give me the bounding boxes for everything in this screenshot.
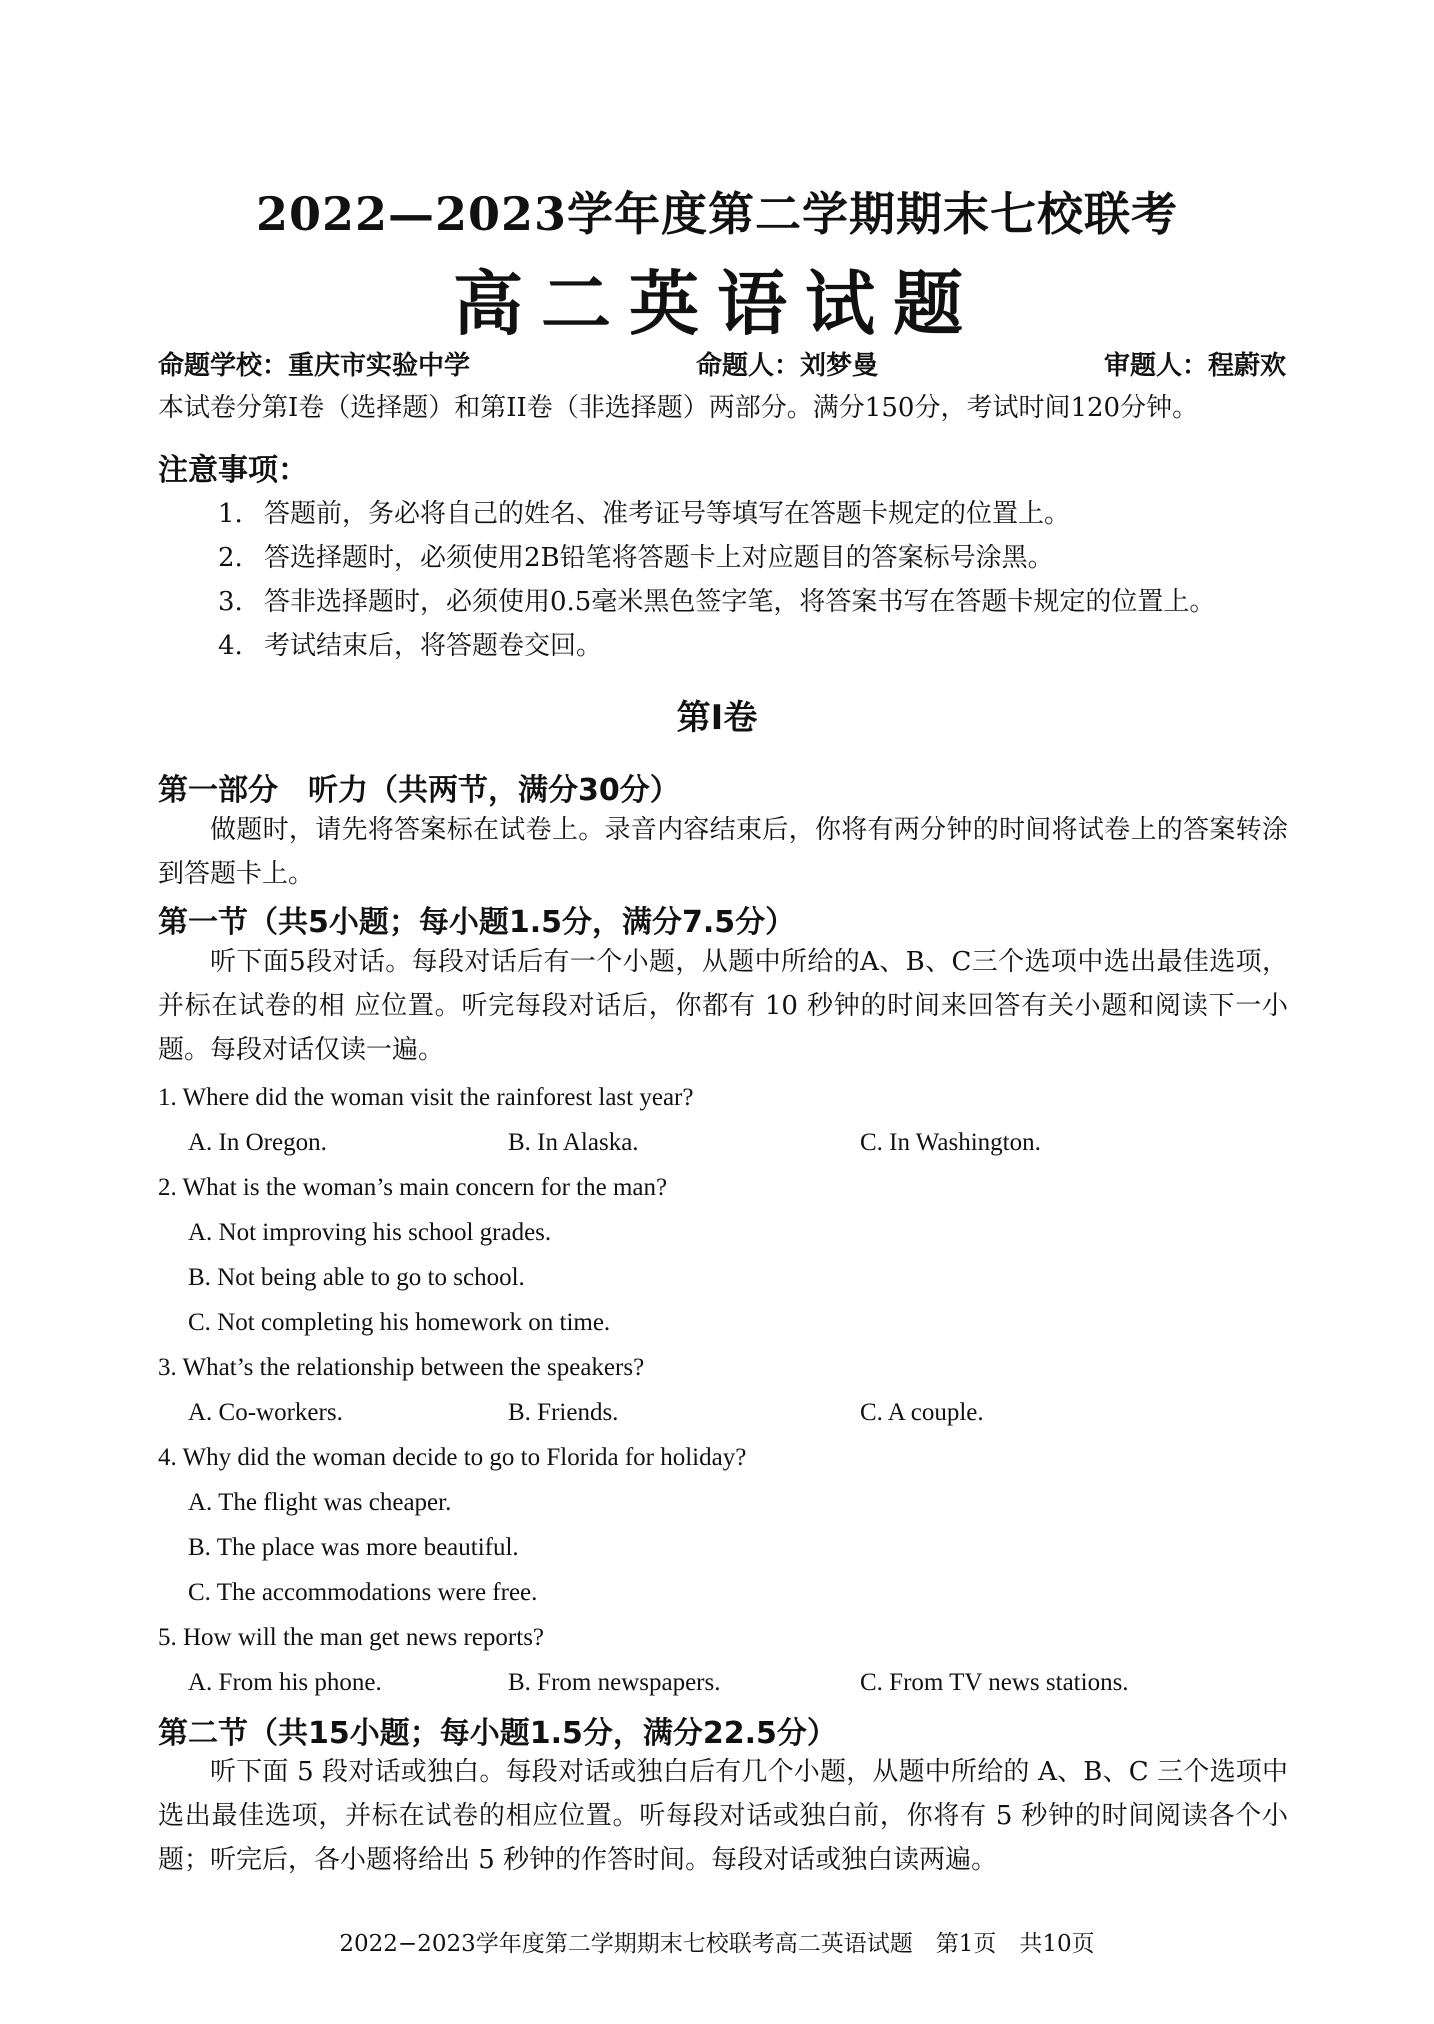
option-a: A. The flight was cheaper. xyxy=(188,1489,452,1516)
section2-heading: 第二节（共15小题；每小题1.5分，满分22.5分） xyxy=(158,1716,837,1751)
notice-list xyxy=(218,492,1298,668)
option-c: C. The accommodations were free. xyxy=(188,1579,538,1606)
option-b: B. Friends. xyxy=(508,1399,619,1426)
option-a: A. Not improving his school grades. xyxy=(188,1219,552,1246)
part1-instruction: 做题时，请先将答案标在试卷上。录音内容结束后，你将有两分钟的时间将试卷上的答案转涂到答题卡上。 xyxy=(158,815,1288,889)
option-b: B. Not being able to go to school. xyxy=(188,1264,525,1291)
notice-heading: 注意事项： xyxy=(158,453,308,488)
notice-text: 考试结束后，将答题卷交回。 xyxy=(264,631,603,661)
notice-text: 答选择题时，必须使用2B铅笔将答题卡上对应题目的答案标号涂黑。 xyxy=(264,543,1054,573)
question-4: 4. Why did the woman decide to go to Florida for holiday? xyxy=(158,1444,747,1471)
option-b: B. The place was more beautiful. xyxy=(188,1534,519,1561)
section2-instruction: 听下面 5 段对话或独白。每段对话或独白后有几个小题，从题中所给的 A、B、C 三个选项中选出最佳选项，并标在试卷的相应位置。听每段对话或独白前，你将有 5 秒钟的时间阅读各个小题；听完后，各小题将给出 5 秒钟的作答时间。每段对话或独白读两遍。 xyxy=(158,1757,1288,1875)
reviewer-label: 审题人：程蔚欢 xyxy=(1103,351,1286,381)
notice-item xyxy=(218,492,1298,536)
notice-text: 答非选择题时，必须使用0.5毫米黑色签字笔，将答案书写在答题卡规定的位置上。 xyxy=(264,587,1216,617)
option-c: C. A couple. xyxy=(860,1399,984,1426)
page-footer: 2022−2023学年度第二学期期末七校联考高二英语试题 第1页 共10页 xyxy=(339,1931,1095,1957)
option-b: B. In Alaska. xyxy=(508,1129,639,1156)
exam-meta xyxy=(158,345,1286,382)
notice-number: 3. xyxy=(218,587,243,617)
notice-item xyxy=(218,536,1298,580)
volume-title: 第I卷 xyxy=(676,698,758,738)
notice-item xyxy=(218,580,1298,624)
option-b: B. From newspapers. xyxy=(508,1669,721,1696)
option-a: A. From his phone. xyxy=(188,1669,382,1696)
section1-instruction: 听下面5段对话。每段对话后有一个小题，从题中所给的A、B、C三个选项中选出最佳选项，并标在试卷的相 应位置。听完每段对话后，你都有 10 秒钟的时间来回答有关小题和阅读下一小题。每段对话仅读一遍。 xyxy=(158,947,1288,1065)
option-a: A. Co-workers. xyxy=(188,1399,343,1426)
notice-number: 4. xyxy=(218,631,243,661)
part1-heading: 第一部分 听力（共两节，满分30分） xyxy=(158,773,680,808)
option-c: C. In Washington. xyxy=(860,1129,1041,1156)
school-label: 命题学校：重庆市实验中学 xyxy=(158,351,471,381)
option-c: C. Not completing his homework on time. xyxy=(188,1309,611,1336)
exam-title: 2022—2023学年度第二学期期末七校联考 xyxy=(255,187,1179,241)
intro-text: 本试卷分第I卷（选择题）和第II卷（非选择题）两部分。满分150分，考试时间120分钟。 xyxy=(158,393,1199,423)
notice-item xyxy=(218,624,1298,668)
notice-number: 2. xyxy=(218,543,243,573)
notice-number: 1. xyxy=(218,499,243,529)
author-label: 命题人：刘梦曼 xyxy=(695,351,878,381)
question-5: 5. How will the man get news reports? xyxy=(158,1624,545,1651)
option-c: C. From TV news stations. xyxy=(860,1669,1129,1696)
question-1: 1. Where did the woman visit the rainforest last year? xyxy=(158,1084,694,1111)
exam-subtitle: 高二英语试题 xyxy=(453,263,981,345)
option-a: A. In Oregon. xyxy=(188,1129,327,1156)
notice-text: 答题前，务必将自己的姓名、准考证号等填写在答题卡规定的位置上。 xyxy=(264,499,1071,529)
section1-heading: 第一节（共5小题；每小题1.5分，满分7.5分） xyxy=(158,905,796,940)
question-2: 2. What is the woman’s main concern for the man? xyxy=(158,1174,668,1201)
question-3: 3. What’s the relationship between the speakers? xyxy=(158,1354,645,1381)
